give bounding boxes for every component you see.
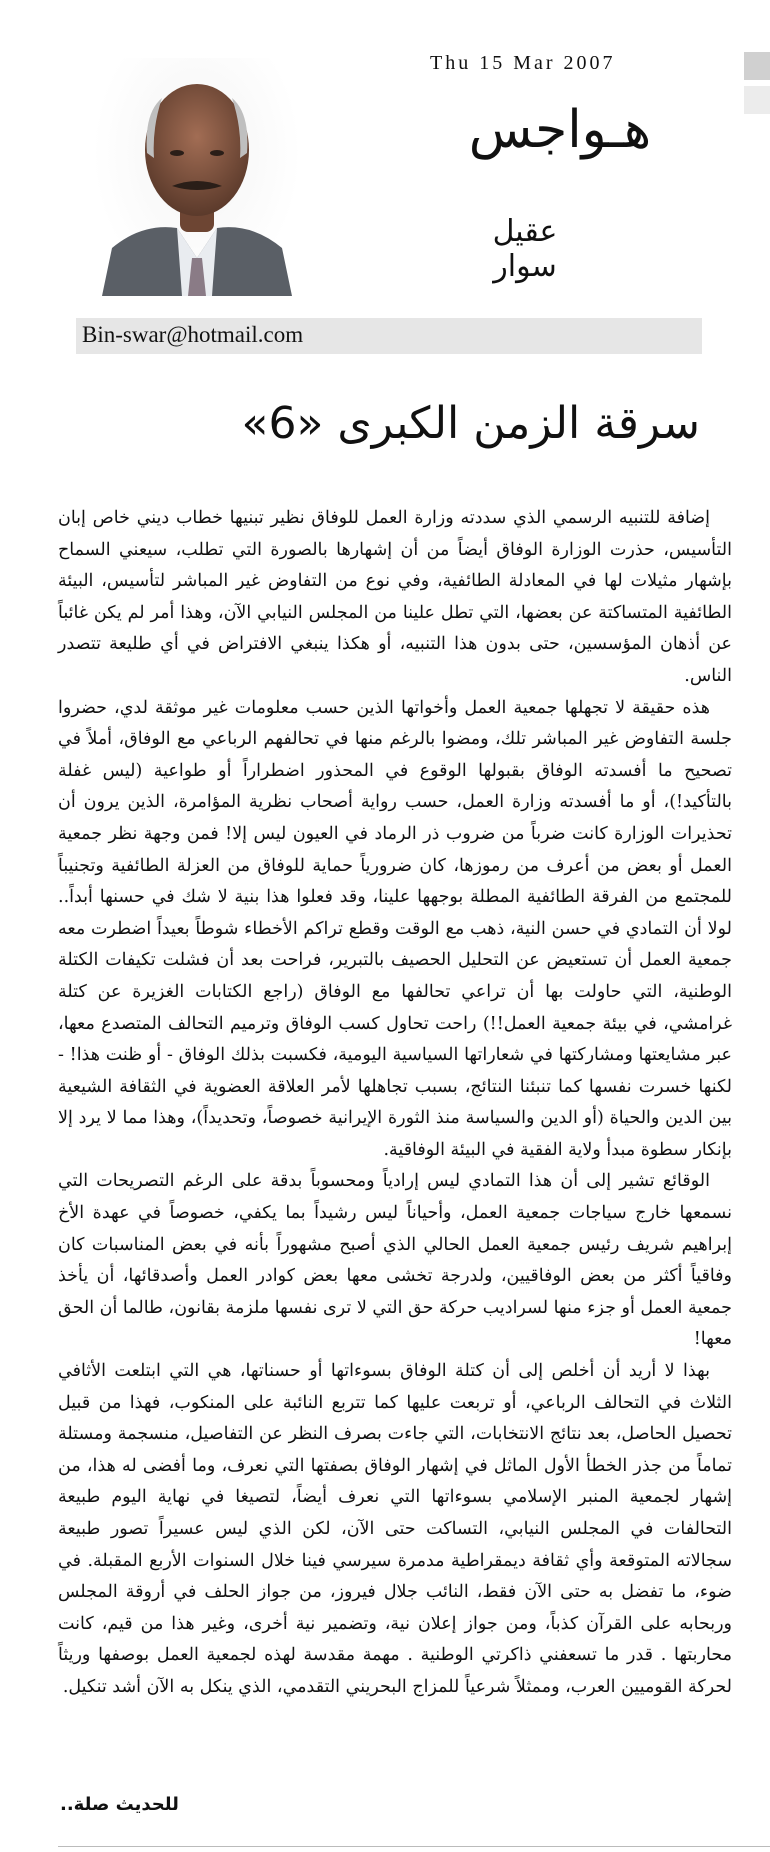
article-headline: سرقة الزمن الكبرى «6» bbox=[241, 398, 700, 449]
author-portrait-illustration bbox=[92, 58, 302, 296]
publication-date: Thu 15 Mar 2007 bbox=[430, 52, 616, 74]
edge-bar-bottom bbox=[744, 86, 770, 114]
author-email-bar bbox=[76, 318, 702, 354]
bottom-divider bbox=[58, 1846, 770, 1847]
article-paragraph: هذه حقيقة لا تجهلها جمعية العمل وأخواتها الذين حسب معلومات غير موثقة لدي، حضروا جلسة التفاوض غير المباشر تلك، ومضوا بالرغم منها في تحالفهم الرباعي مع الوفاق، أملاً في تصحيح ما أفسدته الوفاق بقبولها الوقوع في المحذور اضطراراً أو طواعية (ليس غفلة بالتأكيد!)، أو ما أفسدته وزارة العمل، حسب رواية أصحاب نظرية المؤامرة، الذين يرون أن تحذيرات الوزارة كانت ضرباً من ضروب ذر الرماد في العيون ليس إلا! فمن وجهة نظر جمعية العمل أو بعض من أعرف من رموزها، كان ضرورياً حماية للوفاق من العزلة الطائفية وتجنيباً للمجتمع من الفرقة الطائفية المطلة بوجهها علينا، وقد فعلوا هذا بنية لا شك في حسنها أبداً.. لولا أن التمادي في حسن النية، ذهب مع الوقت وقطع تراكم الأخطاء شوطاً بعيداً اضطرت معه جمعية العمل أن تستعيض عن التحليل الحصيف بالتبرير، فراحت بعد أن فشلت تكيفات الكتلة الوطنية، التي حاولت بها أن تراعي تحالفها مع الوفاق (راجع الكتابات الغزيرة عن كتلة غرامشي، في بيئة جمعية العمل!!) راحت تحاول كسب الوفاق وترميم التحالف المتصدع معها، عبر مشايعتها ومشاركتها في شعاراتها السياسية اليومية، فكسبت بذلك الوفاق - أو ظنت هذا! - لكنها خسرت نفسها كما تنبئنا النتائج، بسبب تجاهلها لأمر العلاقة العضوية في الثقافة الشيعية بين الدين والحياة (أو الدين والسياسة منذ الثورة الإيرانية خصوصاً، وتحديداً)، وهذا مما لا يرد إلا بإنكار سطوة مبدأ ولاية الفقية في البيئة الوفاقية. bbox=[58, 697, 732, 1160]
column-title: هـواجس bbox=[468, 100, 652, 160]
author-photo bbox=[92, 58, 302, 296]
article-signoff: للحديث صلة.. bbox=[60, 1794, 179, 1815]
article-body bbox=[58, 503, 732, 1704]
article-paragraph: الوقائع تشير إلى أن هذا التمادي ليس إرادياً ومحسوباً بدقة على الرغم التصريحات التي نسمعها خارج سياجات جمعية العمل، وأحياناً ليس رشيداً بما يكفي، خصوصاً في عهدة الأخ إبراهيم شريف رئيس جمعية العمل الحالي الذي أصبح مشهوراً بأنه في بعض المناسبات كان وفاقياً أكثر من بعض الوفاقيين، ولدرجة تخشى معها بعض كوادر العمل وأصدقائها، أن يأخذ جمعية العمل أو جزء منها لسراديب حركة حق التي لا ترى نفسها ملزمة بقانون، طالما أن الحق معها! bbox=[58, 1171, 732, 1350]
article-paragraph: إضافة للتنبيه الرسمي الذي سددته وزارة العمل للوفاق نظير تبنيها خطاب ديني خاص إبان التأسيس، حذرت الوزارة الوفاق أيضاً من أن إشهارها بالصورة التي تطلب، سيعني السماح بإشهار مثيلات لها في المعادلة الطائفية، وفي نوع من التفاوض غير المباشر لتأسيس، البيئة الطائفية المتساكتة عن بعضها، التي تطل علينا من المجلس النيابي الآن، وهذا أمر لم يكن غائباً عن أذهان المؤسسين، حتى بدون هذا التنبيه، أو هكذا ينبغي الافتراض في أي طليعة تتصدر الناس. bbox=[58, 508, 732, 686]
author-name: عقيل سوار bbox=[492, 214, 558, 284]
article-paragraph: بهذا لا أريد أن أخلص إلى أن كتلة الوفاق بسوءاتها أو حسناتها، هي التي ابتلعت الأثافي الثلاث في التحالف الرباعي، أو تربعت عليها كما تتربع النائبة على المنكوب، فهذا من قبيل تحصيل الحاصل، بعد نتائج الانتخابات، التي جاءت بصرف النظر عن التفاصيل، منسجمة ومستلة تماماً من جذر الخطأ الأول الماثل في إشهار الوفاق بصفتها التي نعرف، وما أفضى له هذا، من إشهار لجمعية المنبر الإسلامي بسوءاتها التي نعرف أيضاً، لتصيغا في نهاية اليوم طبيعة التحالفات في المجلس النيابي، التساكت حتى الآن، لكن الذي ليس عسيراً تصور طبيعة سجالاته المتوقعة وأي ثقافة ديمقراطية مدمرة سيرسي فينا خلال السنوات الأربع المقبلة. في ضوء، ما تفضل به حتى الآن فقط، النائب جلال فيروز، من جواز الحلف في أروقة المجلس وربحابه على القرآن كذباً، ومن جواز إعلان نية، وتضمير نية أخرى، وغير هذا من قيم، كانت محاربتها . قدر ما تسعفني ذاكرتي الوطنية . مهمة مقدسة لهذه لجمعية العمل بوصفها وريثاً لحركة القوميين العرب، وممثلاً شرعياً للمزاج البحريني التقدمي، الذي ينكل به الآن أشد تنكيل. bbox=[58, 1361, 732, 1697]
author-email[interactable]: Bin-swar@hotmail.com bbox=[82, 322, 304, 347]
edge-bar-top bbox=[744, 52, 770, 80]
